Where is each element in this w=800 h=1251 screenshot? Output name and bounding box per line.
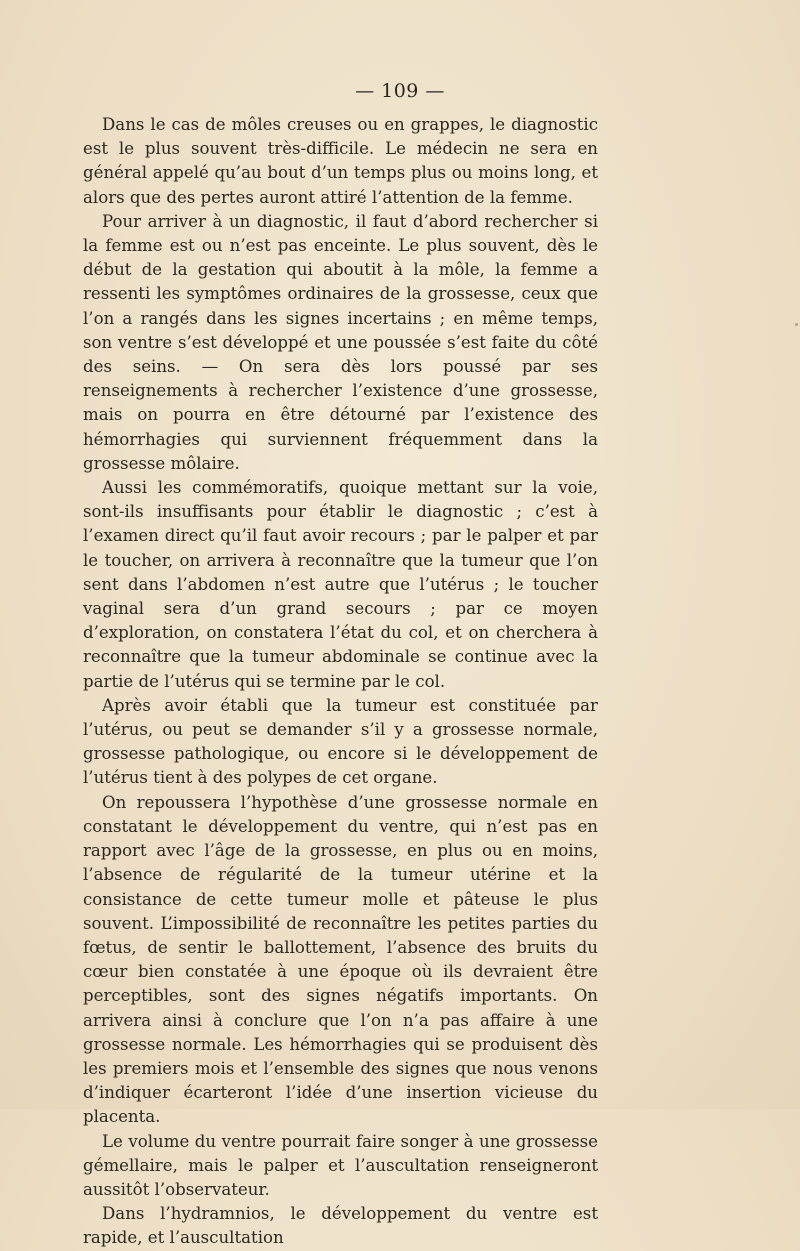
body-text [83, 113, 598, 1251]
paper-speck [550, 1018, 553, 1021]
paper-speck [795, 323, 798, 326]
paragraph-2: Pour arriver à un diagnostic, il faut d’abord rechercher si la femme est ou n’est pas enceinte. Le plus souvent, dès le début de la gestation qui aboutit à la môle, la femme a ressenti les symptômes ordinaires de la grossesse, ceux que l’on a rangés dans les signes incertains ; en même temps, son ventre s’est développé et une poussée s’est faite du côté des seins. — On sera dès lors poussé par ses renseignements à rechercher l’existence d’une grossesse, mais on pourra en être détourné par l’existence des hémorrhagies qui surviennent fréquemment dans la grossesse môlaire. [83, 211, 598, 473]
paragraph-5: On repoussera l’hypothèse d’une grossesse normale en constatant le développement du ventre, qui n’est pas en rapport avec l’âge de la grossesse, en plus ou en moins, l’absence de régularité de la tumeur utérine et la consistance de cette tumeur molle et pâteuse le plus souvent. L’impossibilité de reconnaître les petites parties du fœtus, de sentir le ballottement, l’absence des bruits du cœur bien constatée à une époque où ils devraient être perceptibles, sont des signes négatifs importants. On arrivera ainsi à conclure que l’on n’a pas affaire à une grossesse normale. Les hémorrhagies qui se produisent dès les premiers mois et l’ensemble des signes que nous venons d’indiquer écarteront l’idée d’une insertion vicieuse du placenta. [83, 792, 598, 1127]
paragraph-4: Après avoir établi que la tumeur est constituée par l’utérus, ou peut se demander s’il y a grossesse normale, grossesse pathologique, ou encore si le développement de l’utérus tient à des polypes de cet organe. [83, 695, 598, 788]
paper-speck [355, 996, 358, 999]
paragraph-1: Dans le cas de môles creuses ou en grappes, le diagnostic est le plus souvent très-difficile. Le médecin ne sera en général appelé qu’au bout d’un temps plus ou moins long, et alors que des pertes auront attiré l’attention de la femme. [83, 115, 598, 207]
paragraph-3: Aussi les commémoratifs, quoique mettant sur la voie, sont-ils insuffisants pour établir le diagnostic ; c’est à l’examen direct qu’il faut avoir recours ; par le palper et par le toucher, on arrivera à reconnaître que la tumeur que l’on sent dans l’abdomen n’est autre que l’utérus ; le toucher vaginal sera d’un grand secours ; par ce moyen d’exploration, on constatera l’état du col, et on cherchera à reconnaître que la tumeur abdominale se continue avec la partie de l’utérus qui se termine par le col. [83, 478, 598, 691]
page-number: — 109 — [355, 80, 445, 102]
paragraph-6: Le volume du ventre pourrait faire songer à une grossesse gémellaire, mais le palper et l’auscultation renseigneront aussitôt l’observateur. [83, 1131, 598, 1199]
paragraph-7: Dans l’hydramnios, le développement du ventre est rapide, et l’auscultation [83, 1204, 598, 1248]
